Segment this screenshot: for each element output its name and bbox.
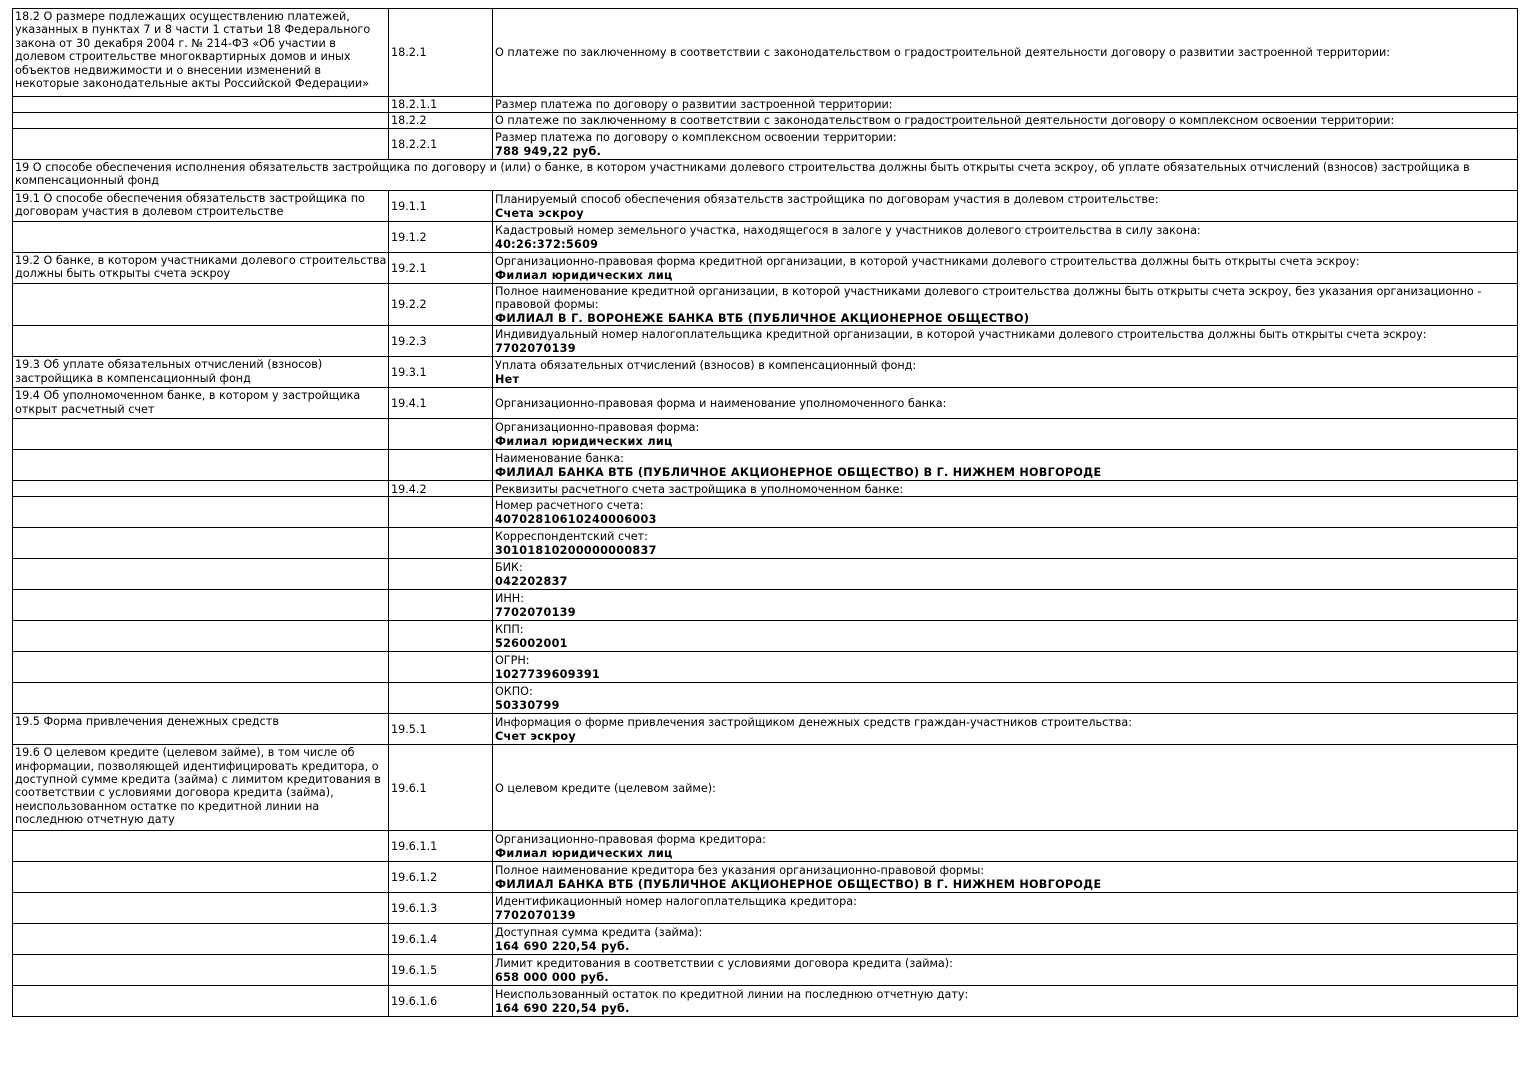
code-cell: 19.4.1 — [389, 388, 493, 419]
table-row — [13, 191, 1518, 222]
table-row — [13, 222, 1518, 253]
code-cell — [389, 528, 493, 559]
field-value: Филиал юридических лиц — [495, 434, 673, 448]
field-value: Счета эскроу — [495, 206, 584, 220]
table-row — [13, 284, 1518, 326]
field-label: Полное наименование кредитора без указания организационно-правовой формы: — [495, 864, 985, 878]
field-label: Организационно-правовая форма кредитора: — [495, 833, 766, 847]
code-cell: 18.2.2 — [389, 113, 493, 129]
field-value: 7702070139 — [495, 341, 576, 355]
table-row — [13, 652, 1518, 683]
table-row — [13, 893, 1518, 924]
table-row — [13, 714, 1518, 745]
section-cell — [13, 924, 389, 955]
section-cell — [13, 590, 389, 621]
content-cell — [493, 683, 1518, 714]
section-cell: 19.3 Об уплате обязательных отчислений (взносов) застройщика в компенсационный фонд — [13, 357, 389, 388]
field-label: О целевом кредите (целевом займе): — [495, 781, 716, 795]
code-cell: 19.6.1.3 — [389, 893, 493, 924]
code-cell: 19.6.1.1 — [389, 831, 493, 862]
code-cell: 19.2.3 — [389, 326, 493, 357]
section-cell — [13, 97, 389, 113]
field-value: Филиал юридических лиц — [495, 846, 673, 860]
field-label: Реквизиты расчетного счета застройщика в уполномоченном банке: — [495, 482, 904, 496]
section-cell — [13, 450, 389, 481]
field-label: Неиспользованный остаток по кредитной линии на последнюю отчетную дату: — [495, 988, 969, 1002]
code-cell: 18.2.1.1 — [389, 97, 493, 113]
section-cell — [13, 652, 389, 683]
section-cell — [13, 497, 389, 528]
content-cell — [493, 745, 1518, 831]
code-cell: 19.6.1.4 — [389, 924, 493, 955]
section-cell — [13, 419, 389, 450]
code-cell — [389, 590, 493, 621]
table-row — [13, 419, 1518, 450]
field-label: Кадастровый номер земельного участка, находящегося в залоге у участников долевого строительства в силу закона: — [495, 224, 1201, 238]
table-row — [13, 528, 1518, 559]
section-cell — [13, 986, 389, 1017]
field-value: ФИЛИАЛ БАНКА ВТБ (ПУБЛИЧНОЕ АКЦИОНЕРНОЕ ОБЩЕСТВО) В Г. НИЖНЕМ НОВГОРОДЕ — [495, 465, 1102, 479]
table-row — [13, 97, 1518, 113]
table-row — [13, 745, 1518, 831]
field-label: Индивидуальный номер налогоплательщика кредитной организации, в которой участниками долевого строительства должны быть открыты счета эскроу: — [495, 328, 1427, 342]
field-value: ФИЛИАЛ В Г. ВОРОНЕЖЕ БАНКА ВТБ (ПУБЛИЧНОЕ АКЦИОНЕРНОЕ ОБЩЕСТВО) — [495, 311, 1030, 325]
field-value: 788 949,22 руб. — [495, 144, 602, 158]
table-row — [13, 450, 1518, 481]
section-cell — [13, 862, 389, 893]
content-cell — [493, 113, 1518, 129]
section-cell — [13, 893, 389, 924]
content-cell — [493, 497, 1518, 528]
table-row — [13, 253, 1518, 284]
field-label: ОКПО: — [495, 685, 533, 699]
field-label: Уплата обязательных отчислений (взносов) в компенсационный фонд: — [495, 359, 917, 373]
section-cell — [13, 113, 389, 129]
section-cell: 19.1 О способе обеспечения обязательств застройщика по договорам участия в долевом строительстве — [13, 191, 389, 222]
table-row — [13, 590, 1518, 621]
code-cell: 19.3.1 — [389, 357, 493, 388]
code-cell: 19.4.2 — [389, 481, 493, 497]
content-cell — [493, 955, 1518, 986]
code-cell: 19.1.1 — [389, 191, 493, 222]
disclosure-table — [12, 8, 1518, 1017]
table-row — [13, 497, 1518, 528]
code-cell — [389, 559, 493, 590]
table-row — [13, 481, 1518, 497]
section-cell — [13, 481, 389, 497]
field-value: 40:26:372:5609 — [495, 237, 599, 251]
table-row — [13, 559, 1518, 590]
section-cell — [13, 621, 389, 652]
section-cell: 19.2 О банке, в котором участниками долевого строительства должны быть открыты счета эскроу — [13, 253, 389, 284]
content-cell — [493, 97, 1518, 113]
field-label: Номер расчетного счета: — [495, 499, 644, 513]
table-row — [13, 388, 1518, 419]
table-row — [13, 831, 1518, 862]
content-cell — [493, 621, 1518, 652]
field-value: 1027739609391 — [495, 667, 601, 681]
content-cell — [493, 924, 1518, 955]
code-cell: 19.6.1.2 — [389, 862, 493, 893]
field-label: Планируемый способ обеспечения обязательств застройщика по договорам участия в долевом строительстве: — [495, 193, 1159, 207]
field-label: Информация о форме привлечения застройщиком денежных средств граждан-участников строительства: — [495, 716, 1132, 730]
content-cell — [493, 129, 1518, 160]
table-row — [13, 955, 1518, 986]
code-cell: 19.6.1.6 — [389, 986, 493, 1017]
content-cell — [493, 986, 1518, 1017]
code-cell — [389, 450, 493, 481]
table-row — [13, 683, 1518, 714]
content-cell — [493, 284, 1518, 326]
section-cell — [13, 559, 389, 590]
section-cell — [13, 683, 389, 714]
field-label: ИНН: — [495, 592, 524, 606]
code-cell: 19.6.1.5 — [389, 955, 493, 986]
table-row — [13, 862, 1518, 893]
content-cell — [493, 590, 1518, 621]
field-label: Доступная сумма кредита (займа): — [495, 926, 703, 940]
code-cell — [389, 497, 493, 528]
table-row — [13, 160, 1518, 191]
code-cell: 19.2.2 — [389, 284, 493, 326]
section-cell — [13, 129, 389, 160]
section-cell: 19.6 О целевом кредите (целевом займе), в том числе об информации, позволяющей идентифицировать кредитора, о доступной сумме кредита (займа) с лимитом кредитования в соответствии с условиями договора кредита (займа), неиспользованном остатке по кредитной линии на последнюю отчетную дату — [13, 745, 389, 831]
field-value: 526002001 — [495, 636, 568, 650]
field-label: БИК: — [495, 561, 523, 575]
table-row — [13, 357, 1518, 388]
content-cell — [493, 191, 1518, 222]
content-cell — [493, 652, 1518, 683]
field-value: 164 690 220,54 руб. — [495, 939, 630, 953]
section-cell — [13, 831, 389, 862]
code-cell: 19.6.1 — [389, 745, 493, 831]
section-heading: 19 О способе обеспечения исполнения обязательств застройщика по договору и (или) о банке, в котором участниками долевого строительства должны быть открыты счета эскроу, об уплате обязательных отчислений (взносов) застройщика в компенсационный фонд — [13, 160, 1518, 191]
field-label: О платеже по заключенному в соответствии с законодательством о градостроительной деятельности договору о комплексном освоении территории: — [495, 114, 1395, 128]
content-cell — [493, 528, 1518, 559]
field-value: 40702810610240006003 — [495, 512, 657, 526]
field-label: Лимит кредитования в соответствии с условиями договора кредита (займа): — [495, 957, 953, 971]
field-label: Наименование банка: — [495, 452, 624, 466]
field-label: Размер платежа по договору о развитии застроенной территории: — [495, 98, 893, 112]
content-cell — [493, 388, 1518, 419]
field-label: Полное наименование кредитной организации, в которой участниками долевого строительства должны быть открыты счета эскроу, без указания организационно - правовой формы: — [495, 285, 1482, 312]
section-cell: 19.4 Об уполномоченном банке, в котором у застройщика открыт расчетный счет — [13, 388, 389, 419]
field-value: 7702070139 — [495, 605, 576, 619]
field-value: 658 000 000 руб. — [495, 970, 609, 984]
table-row — [13, 986, 1518, 1017]
content-cell — [493, 831, 1518, 862]
field-value: 7702070139 — [495, 908, 576, 922]
table-row — [13, 9, 1518, 97]
content-cell — [493, 357, 1518, 388]
field-label: Идентификационный номер налогоплательщика кредитора: — [495, 895, 857, 909]
content-cell — [493, 893, 1518, 924]
code-cell: 18.2.2.1 — [389, 129, 493, 160]
field-label: ОГРН: — [495, 654, 530, 668]
field-label: Корреспондентский счет: — [495, 530, 648, 544]
section-cell — [13, 528, 389, 559]
code-cell — [389, 419, 493, 450]
content-cell — [493, 222, 1518, 253]
code-cell — [389, 683, 493, 714]
section-cell: 19.5 Форма привлечения денежных средств — [13, 714, 389, 745]
field-label: КПП: — [495, 623, 524, 637]
content-cell — [493, 559, 1518, 590]
content-cell — [493, 253, 1518, 284]
code-cell: 18.2.1 — [389, 9, 493, 97]
table-row — [13, 113, 1518, 129]
table-row — [13, 621, 1518, 652]
field-value: ФИЛИАЛ БАНКА ВТБ (ПУБЛИЧНОЕ АКЦИОНЕРНОЕ ОБЩЕСТВО) В Г. НИЖНЕМ НОВГОРОДЕ — [495, 877, 1102, 891]
field-label: Организационно-правовая форма и наименование уполномоченного банка: — [495, 397, 947, 411]
code-cell: 19.1.2 — [389, 222, 493, 253]
field-value: Нет — [495, 372, 520, 386]
content-cell — [493, 450, 1518, 481]
field-value: 042202837 — [495, 574, 568, 588]
content-cell — [493, 9, 1518, 97]
content-cell — [493, 862, 1518, 893]
field-value: 50330799 — [495, 698, 560, 712]
field-value: Филиал юридических лиц — [495, 268, 673, 282]
code-cell — [389, 652, 493, 683]
field-label: О платеже по заключенному в соответствии с законодательством о градостроительной деятельности договору о развитии застроенной территории: — [495, 46, 1391, 60]
field-label: Организационно-правовая форма кредитной организации, в которой участниками долевого строительства должны быть открыты счета эскроу: — [495, 255, 1360, 269]
table-row — [13, 326, 1518, 357]
section-cell — [13, 326, 389, 357]
section-cell — [13, 222, 389, 253]
field-label: Организационно-правовая форма: — [495, 421, 700, 435]
section-cell — [13, 284, 389, 326]
code-cell: 19.5.1 — [389, 714, 493, 745]
field-value: 164 690 220,54 руб. — [495, 1001, 630, 1015]
table-row — [13, 129, 1518, 160]
table-row — [13, 924, 1518, 955]
content-cell — [493, 481, 1518, 497]
section-cell — [13, 955, 389, 986]
code-cell: 19.2.1 — [389, 253, 493, 284]
field-value: 30101810200000000837 — [495, 543, 657, 557]
content-cell — [493, 714, 1518, 745]
code-cell — [389, 621, 493, 652]
content-cell — [493, 326, 1518, 357]
section-cell: 18.2 О размере подлежащих осуществлению платежей, указанных в пунктах 7 и 8 части 1 статьи 18 Федерального закона от 30 декабря 2004 г. № 214-ФЗ «Об участии в долевом строительстве многоквартирных домов и иных объектов недвижимости и о внесении изменений в некоторые законодательные акты Российской Федерации» — [13, 9, 389, 97]
content-cell — [493, 419, 1518, 450]
field-label: Размер платежа по договору о комплексном освоении территории: — [495, 131, 897, 145]
field-value: Счет эскроу — [495, 729, 577, 743]
